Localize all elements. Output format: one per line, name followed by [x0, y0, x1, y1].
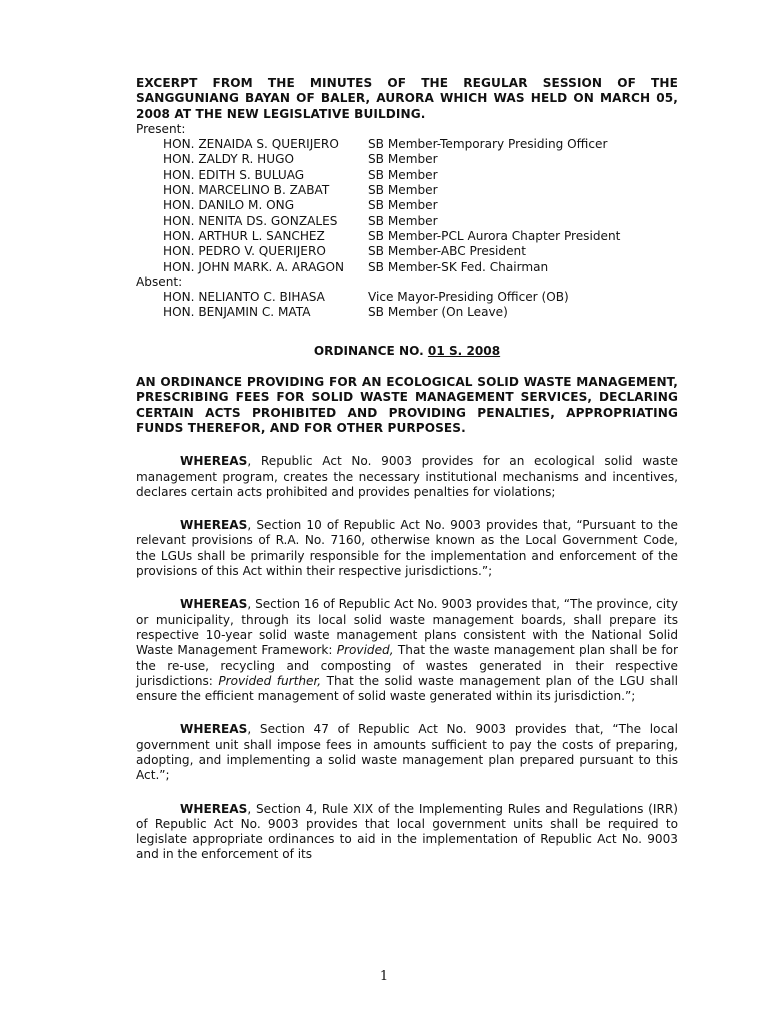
present-label: Present: [136, 121, 186, 136]
attendee-row [136, 152, 678, 167]
attendee-row [136, 198, 678, 213]
whereas-paragraph [136, 597, 678, 704]
absentee-name: HON. NELIANTO C. BIHASA [163, 290, 325, 305]
ordinance-number [136, 344, 678, 359]
absentee-row [136, 305, 678, 320]
absentee-name: HON. BENJAMIN C. MATA [163, 305, 311, 320]
attendee-position: SB Member-SK Fed. Chairman [368, 259, 549, 274]
document-page [136, 76, 678, 875]
whereas-keyword: WHEREAS [180, 597, 248, 612]
attendee-name: HON. ARTHUR L. SANCHEZ [163, 228, 325, 243]
whereas-keyword: WHEREAS [180, 454, 248, 469]
whereas-keyword: WHEREAS [180, 518, 248, 533]
attendee-position: SB Member [368, 167, 438, 182]
absentee-position: SB Member (On Leave) [368, 305, 508, 320]
attendee-name: HON. MARCELINO B. ZABAT [163, 183, 330, 198]
attendee-position: SB Member-Temporary Presiding Officer [368, 137, 608, 152]
attendee-position: SB Member-PCL Aurora Chapter President [368, 228, 621, 243]
provided-clause: Provided, [336, 643, 394, 658]
attendee-row [136, 260, 678, 275]
whereas-text: , Section 47 of Republic Act No. 9003 provides that, “The local government unit shall impose fees in amounts sufficient to pay the costs of preparing, adopting, and implementing a solid waste management plan prepared pursuant to this Act.”; [136, 722, 678, 783]
attendee-row [136, 229, 678, 244]
attendee-name: HON. ZENAIDA S. QUERIJERO [163, 137, 339, 152]
ordinance-title: AN ORDINANCE PROVIDING FOR AN ECOLOGICAL SOLID WASTE MANAGEMENT, PRESCRIBING FEES FOR SOLID WASTE MANAGEMENT SERVICES, DECLARING CERTAIN ACTS PROHIBITED AND PROVIDING PENALTIES, APPROPRIATING FUNDS THEREFOR, AND FOR OTHER PURPOSES. [136, 375, 678, 435]
minutes-heading: EXCERPT FROM THE MINUTES OF THE REGULAR SESSION OF THE SANGGUNIANG BAYAN OF BALER, AURORA WHICH WAS HELD ON MARCH 05, 2008 AT THE NEW LEGISLATIVE BUILDING. [136, 76, 678, 121]
attendee-name: HON. ZALDY R. HUGO [163, 152, 295, 167]
whereas-keyword: WHEREAS [180, 722, 248, 737]
attendee-position: SB Member [368, 183, 438, 198]
attendee-position: SB Member [368, 198, 438, 213]
whereas-paragraph [136, 802, 678, 863]
whereas-text: , Section 10 of Republic Act No. 9003 provides that, “Pursuant to the relevant provisions of R.A. No. 7160, otherwise known as the Local Government Code, the LGUs shall be primarily responsible for the implementation and enforcement of the provisions of this Act within their respective jurisdictions.”; [136, 518, 678, 579]
present-list [136, 137, 678, 275]
attendee-name: HON. PEDRO V. QUERIJERO [163, 244, 326, 259]
whereas-text: , Section 16 of Republic Act No. 9003 provides that, “The province, city or municipality, through its local solid waste management boards, shall prepare its respective 10-year solid waste management plans consistent with the National Solid Waste Management Framework: [136, 597, 679, 658]
ordinance-label: ORDINANCE NO. [313, 343, 424, 358]
absentee-row [136, 290, 678, 305]
absentee-position: Vice Mayor-Presiding Officer (OB) [368, 290, 569, 305]
attendee-row [136, 244, 678, 259]
attendee-row [136, 168, 678, 183]
whereas-text: , Section 4, Rule XIX of the Implementing Rules and Regulations (IRR) of Republic Act No. 9003 provides that local government units shall be required to legislate appropriate ordinances to aid in the implementation of Republic Act No. 9003 and in the enforcement of its [136, 801, 678, 862]
whereas-text: That the solid waste management plan of the LGU shall ensure the efficient management of solid waste generated within its jurisdiction.”; [136, 673, 678, 704]
absent-list [136, 290, 678, 321]
attendee-row [136, 137, 678, 152]
ordinance-number-value: 01 S. 2008 [427, 343, 501, 358]
whereas-keyword: WHEREAS [180, 801, 248, 816]
attendee-name: HON. DANILO M. ONG [163, 198, 295, 213]
attendee-position: SB Member-ABC President [368, 244, 526, 259]
provided-further-clause: Provided further, [218, 673, 322, 688]
attendee-name: HON. EDITH S. BULUAG [163, 167, 305, 182]
whereas-text: , Republic Act No. 9003 provides for an ecological solid waste management program, creates the necessary institutional mechanisms and incentives, declares certain acts prohibited and provides penalties for violations; [136, 454, 678, 499]
attendee-position: SB Member [368, 213, 438, 228]
whereas-paragraph [136, 518, 678, 579]
page-number: 1 [379, 969, 389, 984]
attendee-name: HON. NENITA DS. GONZALES [163, 213, 338, 228]
absent-label: Absent: [136, 274, 183, 289]
attendee-position: SB Member [368, 152, 438, 167]
attendee-row [136, 214, 678, 229]
whereas-text: That the waste management plan shall be for the re-use, recycling and composting of wastes generated in their respective jurisdictions: [136, 643, 678, 688]
whereas-paragraph [136, 454, 678, 500]
attendee-row [136, 183, 678, 198]
attendee-name: HON. JOHN MARK. A. ARAGON [163, 259, 345, 274]
whereas-paragraph [136, 722, 678, 783]
